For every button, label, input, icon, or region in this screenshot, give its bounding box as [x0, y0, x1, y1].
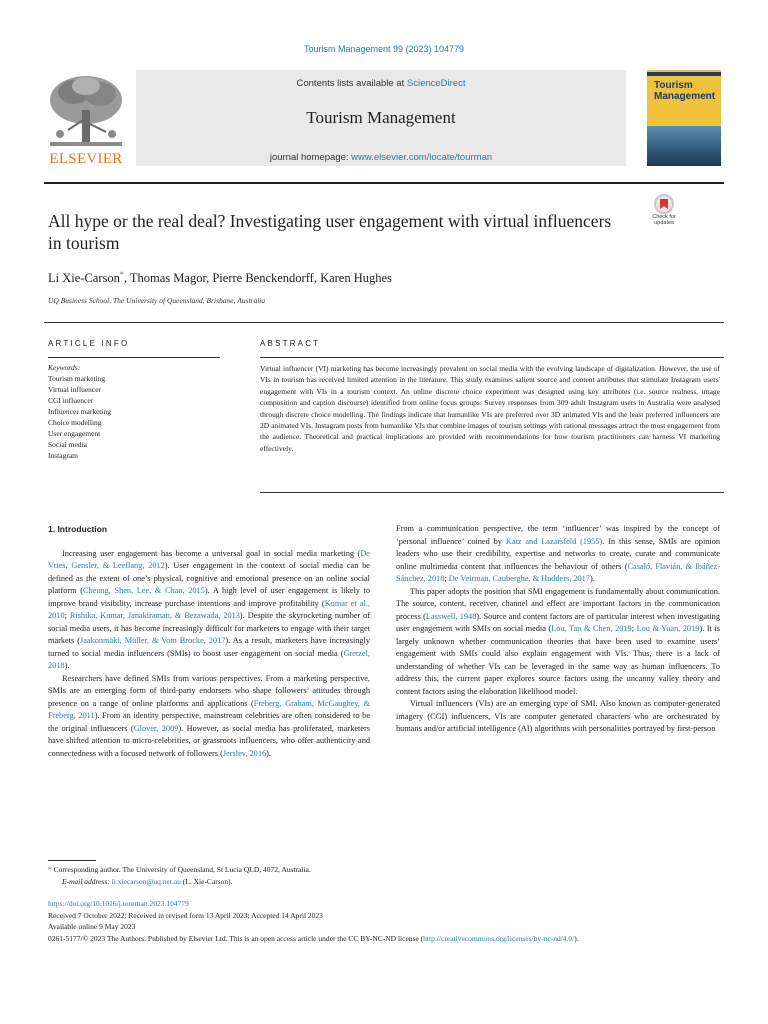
received-dates: Received 7 October 2022; Received in revised form 13 April 2023; Accepted 14 April 2023	[48, 910, 323, 920]
text-run: Researchers have defined SMIs from various perspectives. From a marketing perspective, SMIs are an emerging form of third-party endorsers who shape followers’ attitudes through presence on a range of online platforms and applications (	[48, 673, 370, 708]
keyword-item: Influencer marketing	[48, 407, 112, 416]
keywords-container	[48, 373, 228, 461]
citation-link[interactable]: Jerslev, 2016	[222, 748, 267, 758]
journal-homepage-link[interactable]: www.elsevier.com/locate/tourman	[351, 152, 493, 163]
citation-link[interactable]: Casaló, Flavián, & Ibáñez-Sánchez, 2018	[396, 561, 720, 583]
affiliation: UQ Business School, The University of Queensland, Brisbane, Australia	[48, 296, 266, 305]
other-authors: , Thomas Magor, Pierre Benckendorff, Karen Hughes	[123, 271, 392, 286]
article-info-heading: ARTICLE INFO	[48, 339, 130, 348]
email-label: E-mail address:	[62, 877, 112, 886]
text-run: . In this sense, SMIs are opinion leaders who use their credibility, expertise and networks to create, curate and communicate online multimedia content that influences the behaviour of others (	[396, 536, 720, 571]
text-run: Increasing user engagement has become a universal goal in social media marketing (	[62, 548, 361, 558]
citation-link[interactable]: Cheung, Shen, Lee, & Chan, 2015	[82, 586, 205, 595]
article-title: All hype or the real deal? Investigating user engagement with virtual influencers in tourism	[48, 211, 612, 253]
citation-link[interactable]: Rishika, Kumar, Janakiraman, & Bezawada, 2013	[69, 611, 240, 620]
check-updates-text	[645, 214, 683, 226]
body-column-right	[396, 523, 720, 736]
license-line	[48, 933, 724, 945]
email-suffix: (L. Xie-Carson).	[180, 877, 233, 886]
author-list	[48, 270, 392, 286]
paragraph	[396, 586, 720, 699]
text-run: ). Despite the skyrocketing number of social media users, it has become increasingly difficult for marketers to engage with their target markets (	[48, 611, 370, 645]
footnote-divider	[48, 860, 96, 861]
text-run: ).	[64, 661, 70, 670]
citation-link[interactable]: Lou & Yuan, 2019	[636, 624, 700, 633]
section-title: 1. Introduction	[48, 524, 108, 534]
text-run: This paper adopts the position that SMI engagement is fundamentally about communication. The source, content, receiver, channel and effect are important factors in the communication process (	[396, 586, 720, 621]
paragraph	[48, 548, 370, 673]
paragraph	[48, 673, 370, 761]
header-divider	[44, 322, 724, 323]
citation-link[interactable]: Jaakonmäki, Müller, & Vom Brocke, 2017	[80, 636, 226, 645]
publication-info	[48, 898, 724, 945]
text-run: ;	[631, 624, 637, 633]
masthead	[44, 70, 724, 182]
text-run: ). A high level of user engagement is likely to improve brand visibility, increase purchase intentions and improve profitability (	[48, 586, 370, 608]
top-divider	[44, 182, 724, 184]
journal-cover[interactable]	[647, 70, 721, 166]
abstract-heading: ABSTRACT	[260, 339, 321, 348]
sciencedirect-link[interactable]: ScienceDirect	[406, 78, 466, 89]
abstract-text: Virtual influencer (VI) marketing has become increasingly prevalent on social media with the evolving landscape of digitalization. However, the use of VIs in tourism has received limited attention in the literature. This study examines salient source and content attributes that stimulate Instagram users' engagement with VIs in a tourism context. An online discrete choice experiment was designed using key attributes (i.e. source realness, image composition and caption discourse) identified from online focus groups. Survey responses from 309 adult Instagram users in Australia were analysed through discrete choice modelling. The findings indicate that humanlike VIs are preferred over 3D animated VIs and the least preferred influencers are 2D animated VIs. Instagram posts from humanlike VIs that combine images of tourism settings with rational messages attract the most engagement from the audience. Theoretical and practical implications are provided with recommendations for how tourism practitioners can harness VI marketing effectively.	[260, 364, 720, 453]
paragraph	[396, 698, 720, 736]
text-run: ).	[589, 574, 595, 583]
email-link[interactable]: li.xiecarson@uq.net.au	[111, 877, 181, 886]
footnotes	[48, 864, 728, 888]
citation-link[interactable]: Katz and Lazarsfeld (1955)	[505, 536, 603, 546]
corresponding-author-mark[interactable]: *	[119, 270, 124, 279]
check-for-updates-badge[interactable]	[645, 194, 683, 234]
cover-title-line2: Management	[654, 91, 716, 102]
homepage-line	[136, 152, 626, 163]
journal-title: Tourism Management	[306, 108, 456, 127]
contents-prefix: Contents lists available at	[296, 78, 407, 89]
citation-link[interactable]: Kumar et al., 2010	[48, 598, 371, 620]
citation-link[interactable]: Lou, Tan & Chen, 2019	[551, 624, 632, 633]
keywords-label: Keywords:	[48, 363, 81, 372]
available-online: Available online 9 May 2023	[48, 922, 136, 932]
citation-link[interactable]: Glover, 2009	[133, 723, 179, 733]
text-run: ;	[444, 574, 449, 583]
citation-link[interactable]: De Veirman, Cauberghe, & Hudders, 2017	[448, 574, 590, 583]
email-footnote	[48, 876, 728, 888]
keyword-item: Social media	[48, 440, 87, 449]
text-run: Virtual influencers (VIs) are an emerging type of SMI. Also known as computer-generated imagery (CGI) influencers, VIs are computer generated characters who are orchestrated by humans and/or artificial intelligence (AI) algorithms with personalities portrayed by first-person	[396, 699, 720, 733]
cover-title	[654, 80, 715, 102]
text-run: ). Source and content factors are of particular interest when investigating user engagement with SMIs on social media (	[396, 611, 720, 633]
paragraph	[396, 523, 720, 586]
citation-link[interactable]: Gretzel, 2018	[48, 648, 370, 670]
text-run: ). It is largely unknown whether communication theories that have been used to examine users’ engagement with SMIs could also explain engagement with VIs. Thus, there is a lack of understanding of whether VIs can be leveraged in the same way as human influencers. To address this, the current paper explores source factors using the uncanny valley theory and content factors using the elaboration likelihood model.	[396, 624, 721, 696]
text-run: ). As a result, marketers have increasingly turned to social media influencers (SMIs) to boost user engagement on social media (	[48, 636, 370, 658]
text-run: ). From an identity perspective, mainstream celebrities are often considered to be the original influencers (	[48, 711, 371, 733]
bookmark-icon	[654, 194, 674, 214]
doi-link[interactable]: https://doi.org/10.1016/j.tourman.2023.104779	[48, 899, 189, 908]
license-prefix: 0261-5177/© 2023 The Authors. Published by Elsevier Ltd. This is an open access article under the CC BY-NC-ND license (	[48, 934, 424, 944]
contents-line	[136, 78, 626, 89]
text-run: From a communication perspective, the term ‘influencer’ was inspired by the concept of ‘personal influence’ coined by	[396, 524, 720, 546]
tree-icon	[44, 70, 128, 150]
text-run: ). User engagement in the context of social media can be defined as the extent of one’s physical, cognitive and emotional presence on an online social platform (	[48, 561, 370, 595]
license-suffix: ).	[574, 934, 579, 944]
journal-reference[interactable]: Tourism Management 99 (2023) 104779	[303, 44, 465, 54]
elsevier-logo[interactable]	[44, 70, 128, 170]
footnote-mark[interactable]: *	[48, 865, 52, 874]
keyword-item: Tourism marketing	[48, 374, 106, 383]
citation-link[interactable]: De Vries, Gensler, & Leeflang, 2012	[48, 548, 370, 570]
keyword-item: CGI influencer	[48, 396, 94, 405]
keyword-item: User engagement	[48, 429, 101, 438]
corresponding-footnote	[48, 864, 728, 876]
keyword-item: Virtual influencer	[48, 385, 102, 394]
elsevier-wordmark: ELSEVIER	[49, 151, 123, 167]
cover-bar	[647, 72, 721, 76]
license-link[interactable]: http://creativecommons.org/licenses/by-nc-nd/4.0/	[423, 934, 575, 944]
cover-title-line1: Tourism	[654, 80, 693, 91]
abstract-bottom-divider	[260, 492, 724, 493]
homepage-prefix: journal homepage:	[269, 152, 352, 163]
journal-banner	[136, 70, 626, 166]
corresponding-text: Corresponding author. The University of Queensland, St Lucia QLD, 4072, Australia.	[53, 865, 311, 874]
abstract-divider	[260, 357, 724, 358]
check-updates-line2: updates	[654, 220, 674, 226]
author-name[interactable]: Li Xie-Carson	[48, 271, 120, 286]
citation-link[interactable]: Lasswell, 1948	[425, 611, 477, 621]
text-run: ;	[64, 611, 70, 620]
text-run: ).	[266, 748, 271, 758]
keyword-item: Instagram	[48, 451, 78, 460]
text-run: ). However, as social media has proliferated, marketers have shifted attention to micro-celebrities, or grassroots influencers, who offer authenticity and connectedness with a focused network of followers (	[48, 723, 370, 758]
cover-image	[647, 126, 721, 166]
keyword-item: Choice modelling	[48, 418, 102, 427]
citation-link[interactable]: Freberg, Graham, McGaughey, & Freberg, 2011	[48, 698, 370, 720]
keywords-list	[48, 362, 228, 461]
article-info-divider	[48, 357, 220, 358]
check-updates-line1: Check for	[652, 214, 676, 220]
body-column-left	[48, 523, 370, 760]
